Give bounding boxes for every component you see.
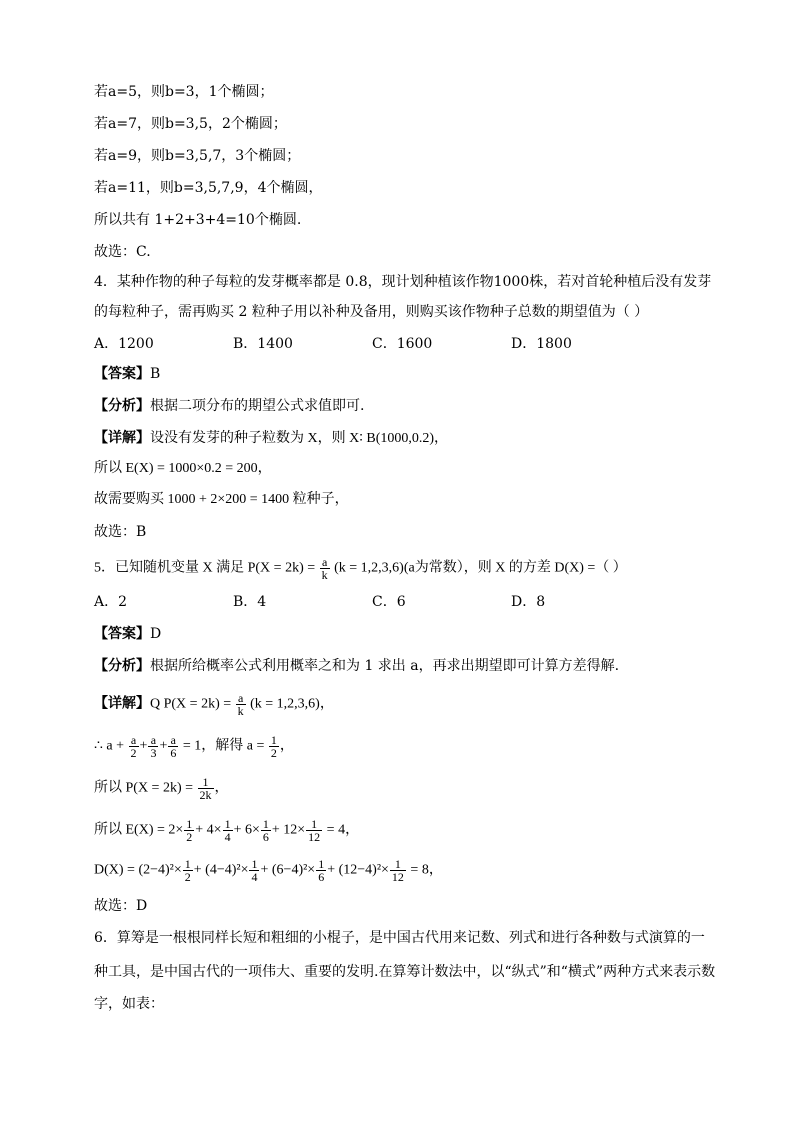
q5-conclusion: 故选：D — [94, 898, 148, 914]
q4-stem-line1: 4．某种作物的种子每粒的发芽概率都是 0.8，现计划种植该作物1000株，若对首轮种植后没有发芽 — [94, 274, 712, 290]
answer-value: B — [150, 366, 161, 382]
case-line: 若a=5，则b=3，1个椭圆； — [94, 84, 274, 100]
fraction: $\frac{a}{6}$ — [170, 733, 177, 760]
q5-detail — [94, 691, 700, 718]
q5-option-a: A．2 — [94, 594, 128, 610]
q5-stem-post: (k = 1,2,3,6)(a为常数），则 X 的方差 D(X) =（ ） — [334, 560, 627, 576]
fraction: $\frac{1}{4}$ — [224, 817, 231, 844]
eq-part: = 1，解得 a = — [182, 738, 265, 754]
q5-answer — [94, 624, 700, 644]
eq-part: = 8， — [410, 862, 443, 878]
fraction: $\frac{1}{12}$ — [308, 817, 321, 844]
q4-options — [94, 334, 700, 354]
q4-total: 故需要购买 1000 + 2×200 = 1400 粒种子， — [94, 492, 349, 507]
q5-stem-pre: 5．已知随机变量 X 满足 P(X = 2k) = — [94, 560, 316, 576]
q5-option-c: C．6 — [372, 594, 406, 610]
analysis-text: 根据二项分布的期望公式求值即可. — [150, 398, 365, 414]
q6-line1: 6．算筹是一根根同样长短和粗细的小棍子，是中国古代用来记数、列式和进行各种数与式演算的一 — [94, 930, 705, 946]
q4-option-c: C．1600 — [372, 336, 433, 352]
eq-part: ， — [279, 738, 294, 754]
q5-expectation: 所以 E(X) = 2× $\frac{1}{2}$ + 4× $\frac{1}{4}$ + 6× $\frac{1}{6}$ + 12× $\frac{1}{12}$ = 4， — [94, 817, 360, 844]
q4-answer — [94, 364, 700, 384]
fraction: $\frac{1}{4}$ — [251, 857, 258, 884]
q4-option-d: D．1800 — [511, 336, 572, 352]
eq-part: ∴ a + — [94, 738, 125, 754]
detail-post: (k = 1,2,3,6)， — [250, 696, 334, 712]
q4-expectation: 所以 E(X) = 1000×0.2 = 200， — [94, 461, 272, 476]
fraction: $\frac{a}{3}$ — [150, 733, 157, 760]
case-summary: 所以共有 1+2+3+4=10个椭圆. — [94, 212, 302, 228]
answer-tag: 【答案】 — [94, 626, 150, 642]
case-line: 若a=11，则b=3,5,7,9，4个椭圆， — [94, 180, 323, 196]
detail-pre: Q P(X = 2k) = — [150, 696, 232, 712]
case-conclusion: 故选：C. — [94, 244, 151, 260]
detail-tag: 【详解】 — [94, 430, 150, 446]
eq-part: = 4， — [326, 822, 360, 838]
q5-analysis — [94, 656, 700, 676]
q5-options — [94, 592, 700, 612]
detail-tag: 【详解】 — [94, 696, 150, 712]
q4-conclusion: 故选：B — [94, 524, 147, 540]
q4-option-b: B．1400 — [233, 336, 293, 352]
fraction: $\frac{a}{2}$ — [130, 733, 137, 760]
eq-part: 所以 E(X) = 2× — [94, 822, 184, 838]
detail-text: 设没有发芽的种子粒数为 X，则 X∶ B(1000,0.2)， — [150, 431, 449, 446]
q5-option-d: D．8 — [511, 594, 546, 610]
analysis-text: 根据所给概率公式利用概率之和为 1 求出 a，再求出期望即可计算方差得解. — [150, 658, 620, 674]
q4-stem-line2: 的每粒种子，需再购买 2 粒种子用以补种及备用，则购买该作物种子总数的期望值为（ ） — [94, 304, 649, 320]
q4-detail — [94, 428, 700, 448]
q5-equation-sum: ∴ a + $\frac{a}{2}$ + $\frac{a}{3}$ + $\frac{a}{6}$ = 1，解得 a = $\frac{1}{2}$ ， — [94, 733, 294, 760]
fraction: $\frac{a}{k}$ — [237, 691, 244, 718]
q6-line3: 字，如表： — [94, 996, 164, 1012]
eq-part: 所以 P(X = 2k) = — [94, 780, 194, 796]
fraction: $\frac{1}{2}$ — [184, 857, 191, 884]
answer-tag: 【答案】 — [94, 366, 150, 382]
q5-stem — [94, 555, 700, 582]
q5-variance: D(X) = (2−4)²× $\frac{1}{2}$ + (4−4)²× $\frac{1}{4}$ + (6−4)²× $\frac{1}{6}$ + (12−4)²× $\frac{1}{12}$ = 8， — [94, 857, 443, 884]
q5-probability — [94, 775, 700, 802]
fraction: $\frac{1}{2k}$ — [199, 775, 212, 802]
analysis-tag: 【分析】 — [94, 398, 150, 414]
fraction: $\frac{1}{6}$ — [262, 817, 269, 844]
fraction: $\frac{1}{6}$ — [318, 857, 325, 884]
fraction: $\frac{a}{k}$ — [321, 555, 328, 582]
fraction: $\frac{1}{12}$ — [391, 857, 404, 884]
q4-option-a: A．1200 — [94, 336, 154, 352]
eq-part: ， — [214, 780, 229, 796]
fraction: $\frac{1}{2}$ — [186, 817, 193, 844]
q4-analysis — [94, 396, 700, 416]
analysis-tag: 【分析】 — [94, 658, 150, 674]
q5-option-b: B．4 — [233, 594, 267, 610]
case-line: 若a=7，则b=3,5，2个椭圆； — [94, 116, 287, 132]
case-line: 若a=9，则b=3,5,7，3个椭圆； — [94, 148, 301, 164]
fraction: $\frac{1}{2}$ — [270, 733, 277, 760]
answer-value: D — [150, 626, 162, 642]
q6-line2: 种工具，是中国古代的一项伟大、重要的发明.在算筹计数法中，以“纵式”和“横式”两种方式来表示数 — [94, 964, 716, 980]
